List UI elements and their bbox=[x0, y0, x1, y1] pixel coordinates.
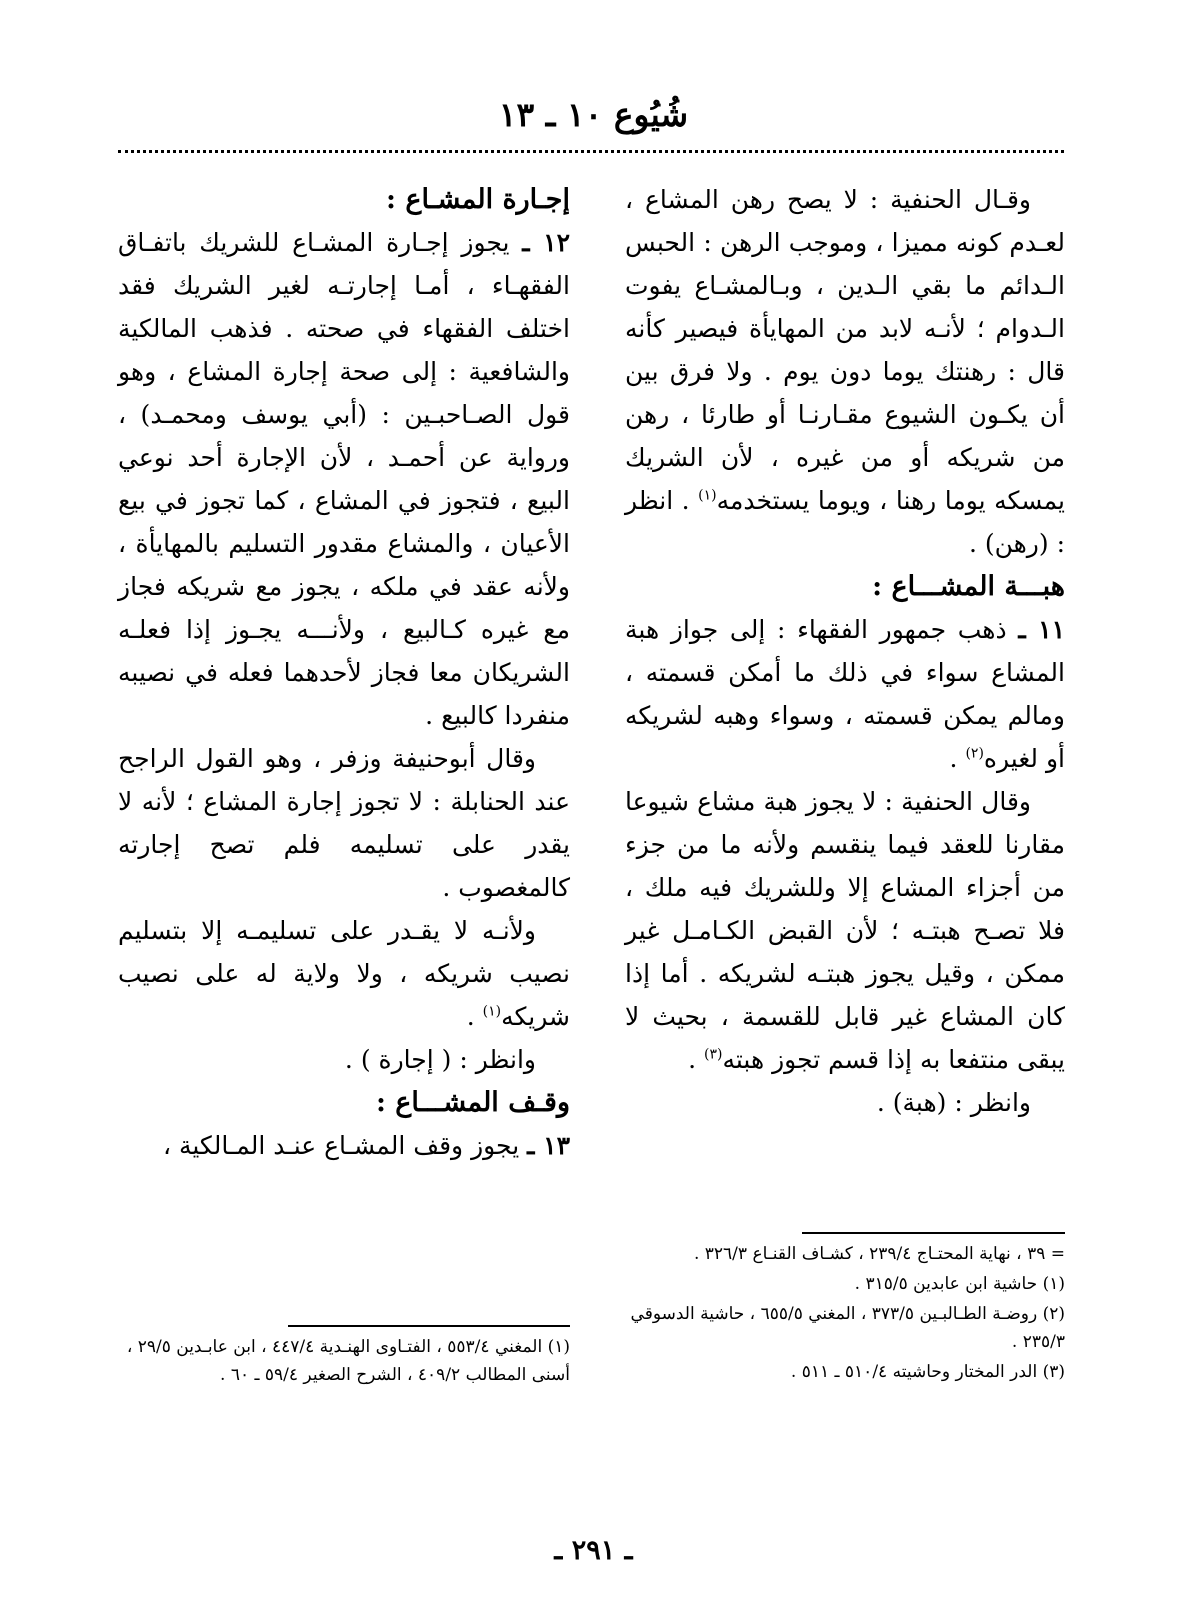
left-column bbox=[118, 178, 570, 1167]
paragraph-abu-hanifa: وقال أبوحنيفة وزفر ، وهو القول الراجح عند الحنابلة : لا تجوز إجارة المشاع ؛ لأنه لا يقدر على تسليمه فلم تصح إجارته كالمغصوب . bbox=[118, 744, 570, 902]
heading-hiba: هبـــة المشـــاع : bbox=[872, 571, 1065, 602]
paragraph-hanafi-hiba-end: . bbox=[688, 1045, 697, 1074]
footnote-rule-right bbox=[802, 1232, 1065, 1234]
paragraph-rahn-end: . انظر : (رهن) . bbox=[625, 486, 1065, 558]
paragraph-tasleem bbox=[118, 909, 570, 1038]
page-number: ـ ٢٩١ ـ bbox=[554, 1535, 633, 1566]
footnote-ref: (٣) bbox=[704, 1046, 723, 1063]
paragraph-hanafi-hiba-text: وقال الحنفية : لا يجوز هبة مشاع شيوعا مقارنا للعقد فيما ينقسم ولأنه ما من جزء من أجزاء المشاع إلا وللشريك فيه ملك ، فلا تصـح هبتـه ؛ لأن القبض الكـامـل غير ممكن ، وقيل يجوز هبتـه لشريكه . أما إذا كان المشاع غير قابل للقسمة ، بحيث لا يبقى منتفعا به إذا قسم تجوز هبته bbox=[625, 787, 1065, 1074]
footnote-ref: (١) bbox=[482, 1003, 502, 1020]
heading-ijara: إجـارة المشـاع : bbox=[386, 184, 570, 215]
section-12 bbox=[118, 221, 570, 737]
footnote-1: (١) حاشية ابن عابدين ٣١٥/٥ . bbox=[854, 1274, 1065, 1294]
footnote-ref: (١) bbox=[698, 487, 717, 504]
footnote-ref: (٢) bbox=[965, 745, 984, 762]
paragraph-rahn bbox=[625, 178, 1065, 565]
section-13-text: يجوز وقف المشـاع عنـد المـالكية ، bbox=[162, 1131, 520, 1160]
heading-waqf: وقـف المشـــاع : bbox=[375, 1087, 570, 1118]
section-11 bbox=[625, 608, 1065, 780]
footnote-3: (٣) الدر المختار وحاشيته ٥١٠/٤ ـ ٥١١ . bbox=[790, 1362, 1065, 1382]
section-number: ١٢ ـ bbox=[522, 228, 570, 257]
paragraph-see-hiba: وانظر : (هبة) . bbox=[876, 1088, 1031, 1117]
section-12-text: يجوز إجـارة المشـاع للشريك باتفـاق الفقهـاء ، أمـا إجارتـه لغير الشريك فقد اختلف الفقهاء في صحته . فذهب المالكية والشافعية : إلى صحة إجارة المشاع ، وهو قول الصـاحبـين : (أبي يوسف ومحمـد) ، ورواية عن أحمـد ، لأن الإجارة أحد نوعي البيع ، فتجوز في المشاع ، كما تجوز في بيع الأعيان ، والمشاع مقدور التسليم بالمهايأة ، ولأنه عقد في ملكه ، يجوز مع شريكه فجاز مع غيره كـالبيع ، ولأنـــه يجـوز إذا فعلـه الشريكان معا فجاز لأحدهما فعله في نصيبه منفردا كالبيع . bbox=[118, 228, 570, 730]
footnote-rule-left bbox=[288, 1325, 570, 1327]
paragraph-hanafi-hiba bbox=[625, 780, 1065, 1081]
footnote-2: (٢) روضـة الطـالبـين ٣٧٣/٥ ، المغني ٦٥٥/٥ ، حاشية الدسوقي ٢٣٥/٣ . bbox=[630, 1304, 1065, 1352]
footnote-1: (١) المغني ٥٥٣/٤ ، الفتـاوى الهنـدية ٤٤٧/٤ ، ابن عابـدين ٢٩/٥ ، أسنى المطالب ٤٠٩/٢ ، الشرح الصغير ٥٩/٤ ـ ٦٠ . bbox=[126, 1337, 570, 1385]
section-number: ١٣ ـ bbox=[527, 1131, 570, 1160]
footnotes-right bbox=[625, 1240, 1065, 1388]
footnote-continuation: = ٣٩ ، نهاية المحتـاج ٢٣٩/٤ ، كشـاف القنـاع ٣٢٦/٣ . bbox=[693, 1244, 1065, 1264]
section-11-end: . bbox=[949, 744, 958, 773]
header-dotted-rule bbox=[118, 150, 1064, 153]
section-13 bbox=[118, 1124, 570, 1167]
paragraph-tasleem-text: ولأنـه لا يقـدر على تسليمـه إلا بتسليم نصيب شريكه ، ولا ولاية له على نصيب شريكه bbox=[118, 916, 570, 1031]
footnotes-left bbox=[118, 1333, 570, 1391]
section-11-text: ذهب جمهور الفقهاء : إلى جواز هبة المشاع سواء في ذلك ما أمكن قسمته ، ومالم يمكن قسمته ، وسواء وهبه لشريكه أو لغيره bbox=[625, 615, 1065, 773]
section-number: ١١ ـ bbox=[1018, 615, 1066, 644]
paragraph-tasleem-end: . bbox=[466, 1002, 475, 1031]
paragraph-see-ijara: وانظر : ( إجارة ) . bbox=[344, 1045, 536, 1074]
paragraph-rahn-text: وقـال الحنفية : لا يصح رهن المشاع ، لعـدم كونه مميزا ، وموجب الرهن : الحبس الـدائم ما بقي الـدين ، وبـالمشـاع يفوت الـدوام ؛ لأنـه لابد من المهايأة فيصير كأنه قال : رهنتك يوما دون يوم . ولا فرق بين أن يكـون الشيوع مقـارنـا أو طارئا ، رهن من شريكه أو من غيره ، لأن الشريك يمسكه يوما رهنا ، ويوما يستخدمه bbox=[625, 185, 1065, 515]
running-header: شُيُوع ١٠ ـ ١٣ bbox=[498, 95, 689, 134]
right-column bbox=[625, 178, 1065, 1124]
